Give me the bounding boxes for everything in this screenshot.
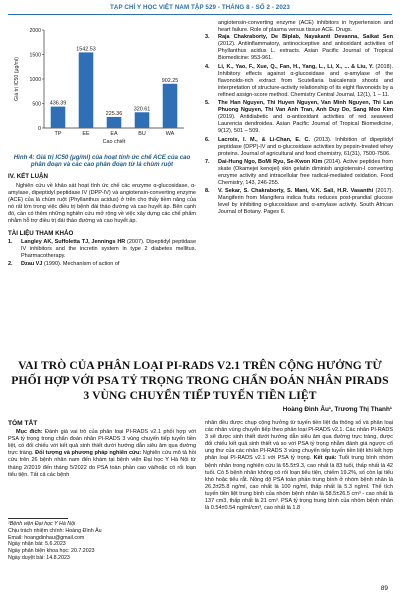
conclusion-text: Nghiên cứu về khảo sát hoạt tính ức chế các enzyme α-glucosidase, α-amylase, dipeptidyl peptidase IV (DPP-IV) và angiotensin-converting enzyme (ACE) của lá chùm ruột (Phyllanthus acidus) ở trên cho thấy tiềm năng của nó rất lớn trong việc điều trị bệnh đái tháo đường và cao huyết áp. Bên cạnh đó, cần có thêm những nghiên cứu mở rộng về việc xây dựng các chế phẩm nhằm hỗ trợ điều trị đái tháo đường và cao huyết áp. bbox=[8, 182, 196, 224]
bar-value-label: 320.61 bbox=[133, 106, 151, 113]
abstract-title: TÓM TẮT bbox=[8, 420, 38, 427]
references-list-right bbox=[205, 34, 393, 216]
bar bbox=[107, 117, 122, 128]
reference-number: 4. bbox=[205, 63, 210, 70]
bar bbox=[79, 52, 94, 128]
reference-number: 8. bbox=[205, 188, 210, 195]
bar bbox=[163, 84, 178, 128]
reference-authors: Dzau VJ bbox=[21, 261, 43, 268]
reference-body bbox=[218, 137, 393, 158]
reference-authors: Dai-Hung Ngo, BoMi Ryu, Se-Kwon Kim bbox=[218, 158, 323, 165]
bar-value-label: 436.39 bbox=[49, 100, 67, 107]
footnote-affiliation: ¹Bệnh viện Đại học Y Hà Nội bbox=[8, 521, 76, 527]
bar-value-label: 902.25 bbox=[161, 77, 179, 84]
abstract-aim bbox=[8, 429, 196, 479]
aim-label: Mục đích: bbox=[16, 429, 43, 436]
reference-number: 3. bbox=[205, 34, 210, 41]
bar bbox=[135, 112, 150, 128]
references-list-left bbox=[8, 239, 196, 268]
left-column-top bbox=[8, 20, 196, 270]
reference-item bbox=[205, 159, 393, 187]
reference-continuation: angiotensin-converting enzyme (ACE) inhibitors in hypertension and heart failure. Role of plasma versus tissue ACE. Drugs. bbox=[218, 20, 393, 34]
bar-value-label: 1542.53 bbox=[76, 46, 96, 53]
article-title-block bbox=[8, 358, 392, 403]
reference-number: 2. bbox=[8, 261, 13, 268]
reference-details: (2012). Antiinflammatory, antinociceptive and antioxidant activities of Phyllanthus acidus L. extracts. Asian Pacific Journal of Tropical Biomedicine: 953-961. bbox=[218, 41, 393, 62]
y-tick-label: 0 bbox=[38, 126, 41, 132]
reference-authors: Raja Chakraborty, De Biplab, Nayakanti Devanna, Saikat Sen bbox=[218, 34, 393, 41]
reference-details: (2007). Dipeptidyl peptidase IV inhibitors and the incretin system in type 2 diabetes mellitus. Pharmacotherapy. bbox=[21, 239, 197, 260]
x-tick-label: WA bbox=[165, 131, 175, 137]
reference-details: (1990). Mechanism of action of bbox=[42, 261, 120, 268]
article-title: VAI TRÒ CỦA PHÂN LOẠI PI-RADS V2.1 TRÊN CỘNG HƯỞNG TỪ PHỐI HỢP VỚI PSA TỶ TRỌNG TRONG CHẨN ĐOÁN NHÂN PIRADS 3 VÙNG CHUYỂN TIẾP TUYẾN TIỀN LIỆT bbox=[11, 359, 389, 402]
y-tick-label: 1500 bbox=[29, 52, 41, 59]
references-title: TÀI LIỆU THAM KHẢO bbox=[8, 230, 74, 238]
reference-number: 1. bbox=[8, 239, 13, 246]
footnote-email: Email: hoangdinhau@gmail.com bbox=[8, 534, 85, 541]
reference-details: (2019). Antidiabetic and α-antioxidant activities of red seaweed Laurencia dendroidea. Asian Pacific Journal of Tropical Biomedicine, 9(12), 501 – 509. bbox=[218, 114, 393, 135]
header-rule bbox=[8, 14, 392, 15]
conclusion-title: IV. KẾT LUẬN bbox=[8, 173, 48, 181]
reference-item bbox=[205, 34, 393, 62]
reference-authors: Langley AK, Suffoletta TJ, Jennings HR bbox=[21, 239, 126, 246]
reference-authors: The Han Nguyen, Thi Huyen Nguyen, Van Minh Nguyen, Thi Lan Phuong Nguyen, Thi Van Anh Tran, Anh Duy Do, Sang Moo Kim bbox=[218, 100, 393, 114]
reference-body bbox=[218, 100, 393, 135]
figure-caption: Hình 4: Giá trị IC50 (μg/ml) của hoạt tính ức chế ACE của cao phân đoạn và các cao phân đoạn từ lá chùm ruột bbox=[13, 154, 191, 169]
results-text: Tuổi trung bình nhóm bệnh nhân trong nghiên cứu là 65.5±9.3, cao nhất là 83 tuổi, thấp nhất là 42 tuổi. Có 5 bệnh nhân không có rối loạn tiểu tiện, chiếm 19.2%, số còn lại tiểu khó hoặc tiểu rắt. Nồng độ PSA toàn phần trung bình ở nhóm bệnh nhân là 26.3±25.8 ng/ml, cao nhất là 100 ng/ml, thấp nhất là 5.3 ng/ml. Thể tích tuyến tiền liệt trung bình của nhóm bệnh nhân là 58.5±26.5 cm³ - cao nhất là 137 cm3, thấp nhất là 21 cm³. PSA tỷ trọng trung bình của nhóm bệnh nhân là 0.54±0.54 ng/ml/cm³, cao nhất là 1.8 bbox=[205, 455, 394, 512]
running-head-text: TẠP CHÍ Y HỌC VIỆT NAM TẬP 529 - THÁNG 8 - SỐ 2 - 2023 bbox=[110, 4, 290, 11]
reference-authors: V. Sekar, S. Chakraborty, S. Mani, V.K. Sali, H.R. Vasanthi bbox=[218, 188, 374, 195]
reference-item bbox=[205, 137, 393, 158]
y-axis-label: Giá trị IC50 (μg/ml) bbox=[14, 57, 20, 101]
bar bbox=[51, 107, 66, 128]
footnote-accepted: Ngày duyệt bài: 14.8.2023 bbox=[8, 554, 70, 561]
footnote-reviewed: Ngày phản biện khoa học: 20.7.2023 bbox=[8, 548, 95, 555]
article-authors: Hoàng Đình Âu¹, Trương Thị Thanh¹ bbox=[282, 406, 392, 413]
x-tick-label: TP bbox=[54, 131, 62, 137]
abstract-continuation-text: nhân đều được chụp cộng hưởng từ tuyến tiền liệt đa thông số và phân loại các nhân vùng chuyển tiếp theo phân loại PI-RADS v2.1. Các nhân PI-RADS 3 sẽ được sinh thiết dưới hướng dẫn siêu âm qua đường trực tràng, được đối chiếu kết quả sinh thiết và so với PSA tỷ trọng nhằm đánh giá ngược cổ ung thư của các nhân PI-RADS 3 vùng chuyển tiếp tuyến tiền liệt khi kết hợp phân loại PI-RADS v2.1 với PSA tỷ trọng. bbox=[205, 420, 393, 462]
reference-item bbox=[205, 64, 393, 99]
right-column-bottom bbox=[205, 420, 393, 512]
methods-label: Đối tượng và phương pháp nghiên cứu: bbox=[35, 450, 142, 457]
results-label: Kết quả: bbox=[313, 455, 337, 462]
y-tick-label: 1000 bbox=[29, 77, 41, 83]
reference-details: (2013). Inhibition of dipeptidyl peptidase (DPP)-IV and α-glucosidase activities by pepsin-treated whey proteins. Journal of agricultural and food chemistry, 61(31), 7500-7506. bbox=[218, 136, 393, 157]
reference-number: 6. bbox=[205, 136, 210, 143]
x-tick-label: EE bbox=[82, 131, 90, 137]
reference-item bbox=[205, 100, 393, 135]
reference-item bbox=[205, 188, 393, 216]
reference-body bbox=[218, 34, 393, 62]
x-tick-label: BU bbox=[138, 131, 146, 137]
reference-details: (2018). Inhibitory effects against α-glucosidase and α-amylase of the flavonoids-rich extract from Scutellaria baicalensis shoots and interpretation of structure-activity relationship of its eight flavonoids by a refined assign-score method. Chemistry Central Journal, 12(1), 1 – 11. bbox=[218, 63, 393, 98]
left-column-bottom bbox=[8, 420, 196, 480]
reference-body bbox=[21, 261, 196, 268]
methods-text: Nghiên cứu mô tả hồi cứu trên 26 bệnh nhân nam đến khám tại bệnh viện Đại học Y Hà Nội từ tháng 2/2019 đến tháng 5/2022 do PSA toàn phần cao và/hoặc có rối loạn tiểu tiện. Tất cả các bệnh bbox=[8, 450, 196, 478]
reference-details: (2014). Active peptides from skate (Okamejei kenojei) skin gelatin diminish angiotensin-I converting enzyme activity and intracellular free radical-mediated oxidation. Food Chemistry, 143, 246-255. bbox=[218, 158, 393, 187]
right-column-top bbox=[205, 20, 393, 218]
aim-text: Đánh giá vai trò của phân loại PI-RADS v2.1 phối hợp với PSA tỷ trọng trong chẩn đoán nhân PI-RADS 3 vùng chuyển tiếp tuyến tiền liệt, có đối chiếu với kết quả sinh thiết dưới hướng dẫn siêu âm qua đường trực tràng. bbox=[8, 429, 196, 457]
reference-details: (2017). Mangiferin from Mangifera indica fruits reduces post-prandial glucose level by inhibiting α-glucosidase and α-amylase activity. South African Journal of Botany. Pages 6. bbox=[218, 188, 393, 216]
y-tick-label: 2000 bbox=[29, 28, 41, 34]
reference-authors: Lacroix, I. M., & Li-Chan, E. C. bbox=[218, 136, 311, 143]
reference-number: 5. bbox=[205, 100, 210, 107]
reference-number: 7. bbox=[205, 158, 210, 165]
x-axis-label: Cao chiết bbox=[102, 139, 126, 145]
chart-svg bbox=[8, 20, 196, 152]
bar-value-label: 225.36 bbox=[105, 110, 123, 117]
reference-authors: Li, K., Yao, F., Xue, Q., Fan, H., Yang, L., Li, X., ... & Liu, Y. bbox=[218, 63, 374, 70]
ic50-bar-chart bbox=[8, 20, 196, 152]
reference-item bbox=[8, 239, 196, 260]
footnote bbox=[8, 518, 196, 562]
x-tick-label: EA bbox=[110, 131, 118, 137]
footnote-rule bbox=[8, 518, 68, 519]
y-tick-label: 500 bbox=[32, 101, 41, 108]
page-number: 89 bbox=[380, 585, 388, 592]
reference-body bbox=[218, 64, 393, 99]
reference-body bbox=[218, 188, 393, 216]
reference-body bbox=[21, 239, 196, 260]
footnote-received: Ngày nhận bài: 5.6.2023 bbox=[8, 541, 66, 548]
abstract-continuation bbox=[205, 420, 393, 512]
footnote-responsible: Chịu trách nhiệm chính: Hoàng Đình Âu bbox=[8, 527, 102, 534]
running-header bbox=[0, 0, 400, 22]
reference-item bbox=[8, 261, 196, 268]
reference-body bbox=[218, 159, 393, 187]
